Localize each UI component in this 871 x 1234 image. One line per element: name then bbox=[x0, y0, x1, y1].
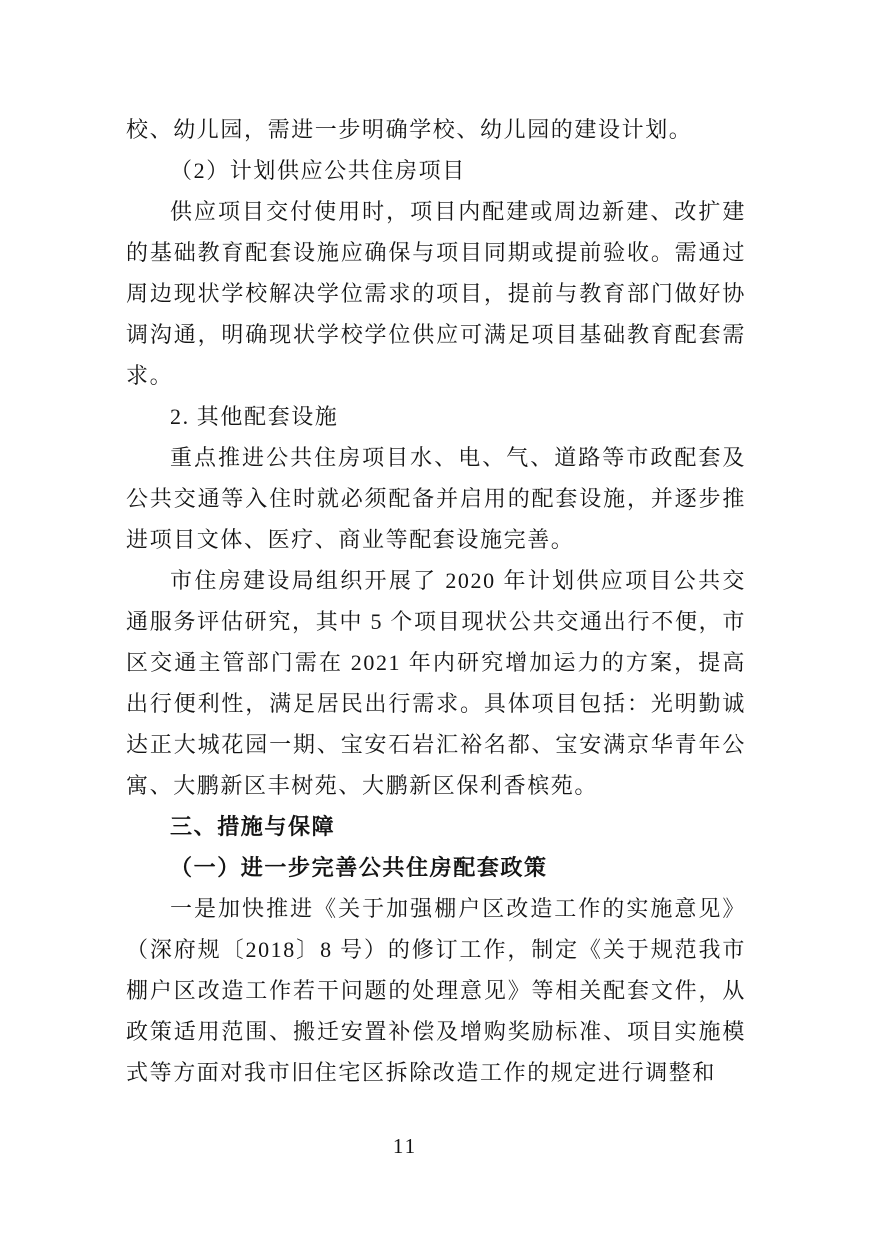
paragraph-municipal-facilities: 重点推进公共住房项目水、电、气、道路等市政配套及公共交通等入住时就必须配备并启用的配套设施，并逐步推进项目文体、医疗、商业等配套设施完善。 bbox=[126, 445, 746, 552]
paragraph-shantytown-policy: 一是加快推进《关于加强棚户区改造工作的实施意见》（深府规〔2018〕8 号）的修订工作，制定《关于规范我市棚户区改造工作若干问题的处理意见》等相关配套文件，从政策适用范围、搬迁安置补偿及增购奖励标准、项目实施模式等方面对我市旧住宅区拆除改造工作的规定进行调整和 bbox=[126, 896, 746, 1085]
heading-improve-housing-policy: （一）进一步完善公共住房配套政策 bbox=[170, 855, 548, 880]
subheading-other-facilities: 2. 其他配套设施 bbox=[170, 404, 339, 429]
document-body bbox=[126, 109, 746, 1093]
paragraph-continuation-school-plan: 校、幼儿园，需进一步明确学校、幼儿园的建设计划。 bbox=[126, 117, 693, 142]
subheading-planned-supply-projects: （2）计划供应公共住房项目 bbox=[170, 158, 466, 183]
page-number: 11 bbox=[392, 1134, 418, 1158]
heading-measures-and-safeguards: 三、措施与保障 bbox=[170, 814, 336, 839]
paragraph-education-facilities: 供应项目交付使用时，项目内配建或周边新建、改扩建的基础教育配套设施应确保与项目同期或提前验收。需通过周边现状学校解决学位需求的项目，提前与教育部门做好协调沟通，明确现状学校学位供应可满足项目基础教育配套需求。 bbox=[126, 199, 746, 388]
paragraph-transport-assessment: 市住房建设局组织开展了 2020 年计划供应项目公共交通服务评估研究，其中 5 个项目现状公共交通出行不便，市区交通主管部门需在 2021 年内研究增加运力的方案，提高出行便利性，满足居民出行需求。具体项目包括：光明勤诚达正大城花园一期、宝安石岩汇裕名都、宝安满京华青年公寓、大鹏新区丰树苑、大鹏新区保利香槟苑。 bbox=[126, 568, 746, 798]
